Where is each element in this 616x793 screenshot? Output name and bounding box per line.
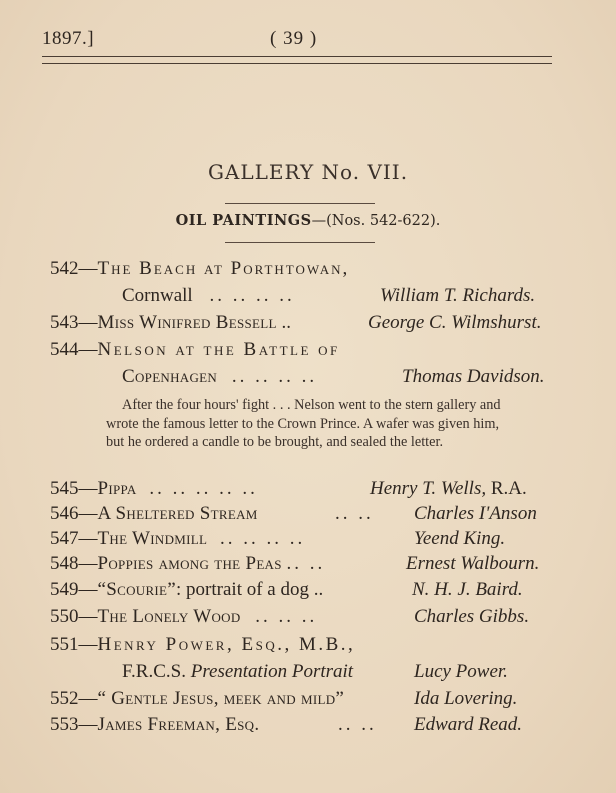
entry-number: 544 (50, 339, 79, 360)
dash: — (78, 312, 98, 333)
artist-name: William T. Richards. (380, 285, 536, 306)
dash: — (78, 553, 98, 574)
artist-name: Henry T. Wells, (370, 478, 487, 499)
entry-number: 546 (50, 503, 79, 524)
catalog-entry-544 (50, 339, 560, 365)
dot-leader: .. .. (286, 553, 326, 574)
entry-title: A Sheltered Stream (97, 503, 258, 524)
entry-title: “ Gentle Jesus, meek and mild” (97, 688, 345, 709)
catalog-entry-543 (50, 312, 560, 338)
year-label: 1897.] (42, 28, 95, 49)
dash: — (78, 714, 98, 735)
entry-title-cont: F.R.C.S. (122, 661, 186, 682)
entry-number: 547 (50, 528, 79, 549)
catalog-entry-546 (50, 503, 560, 529)
artist-name: Yeend King. (414, 528, 506, 549)
entry-title: The Windmill (97, 528, 208, 549)
catalog-entry-551-cont (50, 661, 560, 687)
entry-number: 548 (50, 553, 79, 574)
dash: — (78, 634, 98, 655)
catalog-entry-548 (50, 553, 560, 579)
note-text: After the four hours' fight . . . Nelson went to the stern gallery and wrote the famous letter to the Crown Prince. A wafer was given him, but he ordered a candle to be brought, and sealed the letter. (106, 397, 501, 450)
entry-title-cont: Copenhagen (122, 366, 218, 387)
entry-number: 543 (50, 312, 79, 333)
entry-number: 542 (50, 258, 79, 279)
dash: — (78, 258, 98, 279)
entry-number: 550 (50, 606, 79, 627)
dot-leader: .. .. .. .. (209, 285, 295, 306)
dot-leader: .. .. (338, 714, 377, 735)
entry-title: Pippa (97, 478, 137, 499)
entry-title: The Beach at Porthtowan, (97, 258, 350, 279)
dash: — (78, 528, 98, 549)
artist-name: Thomas Davidson. (402, 366, 545, 387)
dot-leader: .. .. .. .. (231, 366, 318, 387)
artist-name: Lucy Power. (414, 661, 508, 682)
divider-rule (225, 203, 375, 204)
catalog-entry-553 (50, 714, 560, 740)
section-label: OIL PAINTINGS (175, 212, 312, 229)
running-head (0, 28, 616, 52)
dot-leader: .. .. (335, 503, 374, 524)
gallery-title: GALLERY No. VII. (207, 160, 409, 184)
dot-leader: .. .. .. .. .. (149, 478, 258, 499)
dash: — (78, 688, 98, 709)
entry-title: James Freeman, Esq. (97, 714, 260, 735)
entry-title-italic: Presentation Portrait (190, 661, 354, 682)
artist-name: George C. Wilmshurst. (368, 312, 542, 333)
header-double-rule (42, 56, 552, 64)
entry-title: The Lonely Wood (97, 606, 241, 627)
catalog-entry-542 (50, 258, 560, 284)
dash: — (78, 606, 98, 627)
dot-leader: .. .. .. .. (220, 528, 306, 549)
catalog-entry-542-cont (50, 285, 560, 311)
artist-name: Ernest Walbourn. (406, 553, 540, 574)
entry-title: Nelson at the Battle of (97, 339, 340, 360)
section-title (0, 212, 616, 229)
entry-title: Miss Winifred Bessell (97, 312, 277, 333)
catalog-entry-552 (50, 688, 560, 714)
artist-name: Ida Lovering. (414, 688, 518, 709)
dash: — (78, 579, 98, 600)
entry-number: 553 (50, 714, 79, 735)
entry-title: Poppies among the Peas (97, 553, 282, 574)
artist-name: Edward Read. (414, 714, 523, 735)
artist-name: Charles Gibbs. (414, 606, 530, 627)
dot-leader: .. .. .. (255, 606, 318, 627)
artist-name: Charles I'Anson (414, 503, 537, 524)
entry-number: 549 (50, 579, 79, 600)
entry-title-cont: Cornwall (122, 285, 193, 306)
catalog-entry-551 (50, 634, 560, 660)
entry-subtitle: : portrait of a dog (176, 579, 309, 600)
dash: — (78, 478, 98, 499)
catalog-entry-550 (50, 606, 560, 632)
entry-number: 551 (50, 634, 79, 655)
entry-number: 552 (50, 688, 79, 709)
entry-title: Henry Power, Esq., M.B., (97, 634, 356, 655)
page-number: ( 39 ) (270, 28, 318, 49)
catalog-entry-545 (50, 478, 560, 504)
artist-honorific: R.A. (490, 478, 527, 499)
entry-note (106, 396, 506, 452)
dot-leader: .. (281, 312, 291, 333)
catalog-entry-549 (50, 579, 560, 605)
divider-rule (225, 242, 375, 243)
dash: — (78, 503, 98, 524)
artist-name: N. H. J. Baird. (412, 579, 523, 600)
catalog-entry-547 (50, 528, 560, 554)
catalog-entry-544-cont (50, 366, 560, 392)
entry-title: “Scourie” (97, 579, 177, 600)
dot-leader: .. (313, 579, 324, 600)
entry-number: 545 (50, 478, 79, 499)
section-range: —(Nos. 542-622). (311, 213, 441, 229)
dash: — (78, 339, 98, 360)
